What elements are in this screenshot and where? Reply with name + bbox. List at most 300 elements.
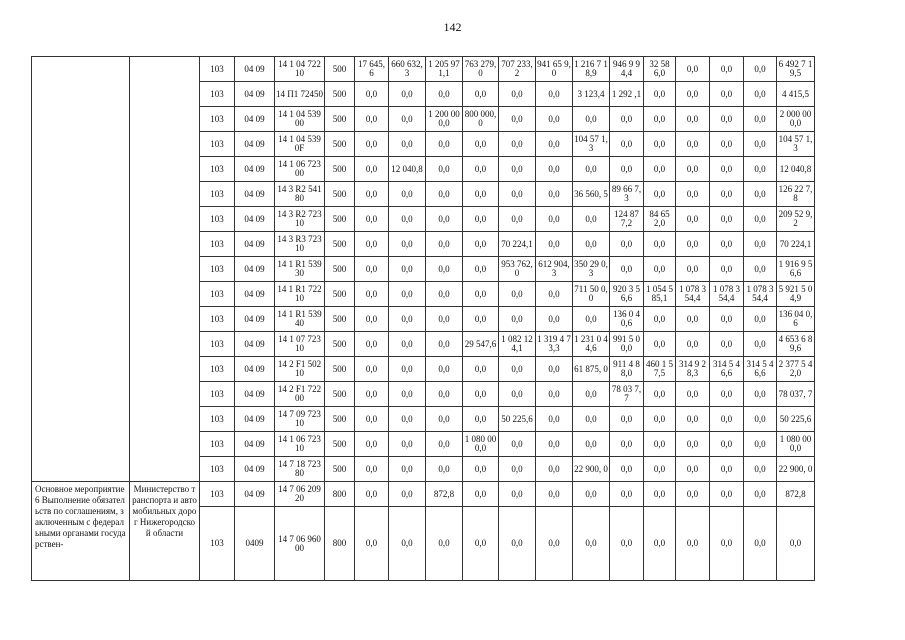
table-cell: 04 09 xyxy=(235,457,275,482)
table-cell: 0,0 xyxy=(710,307,744,332)
table-row xyxy=(32,57,815,82)
measure-description: Основное мероприятие 6 Выполнение обязательств по соглашениям, заключенным с федеральными органами государствен- xyxy=(32,482,130,581)
table-cell: 0,0 xyxy=(710,107,744,132)
table-cell: 17 645,6 xyxy=(355,57,389,82)
table-cell: 500 xyxy=(325,207,355,232)
table-cell: 0,0 xyxy=(676,107,710,132)
table-cell: 0,0 xyxy=(610,107,644,132)
table-cell: 0,0 xyxy=(644,82,676,107)
table-cell: 0,0 xyxy=(536,132,573,157)
table-cell: 0,0 xyxy=(389,207,426,232)
table-cell: 0,0 xyxy=(644,157,676,182)
table-cell: 0,0 xyxy=(389,182,426,207)
table-cell: 0,0 xyxy=(676,432,710,457)
table-cell: 0,0 xyxy=(499,157,536,182)
table-cell: 103 xyxy=(200,457,235,482)
table-cell: 1 082 124,1 xyxy=(499,332,536,357)
table-cell: 500 xyxy=(325,257,355,282)
table-cell: 50 225,6 xyxy=(777,407,815,432)
table-cell: 500 xyxy=(325,82,355,107)
table-cell: 103 xyxy=(200,357,235,382)
table-cell: 314 5 46,6 xyxy=(744,357,777,382)
table-cell: 0,0 xyxy=(644,432,676,457)
table-cell: 0,0 xyxy=(536,207,573,232)
table-cell: 0,0 xyxy=(536,157,573,182)
table-cell: 0,0 xyxy=(610,507,644,581)
table-cell: 103 xyxy=(200,132,235,157)
table-cell: 0,0 xyxy=(536,182,573,207)
table-cell: 0,0 xyxy=(573,482,610,507)
table-cell: 500 xyxy=(325,332,355,357)
table-cell: 0,0 xyxy=(610,432,644,457)
table-cell: 0,0 xyxy=(355,457,389,482)
table-cell: 14 1 R1 53940 xyxy=(275,307,325,332)
table-cell: 61 875, 0 xyxy=(573,357,610,382)
table-cell: 04 09 xyxy=(235,257,275,282)
table-cell: 0,0 xyxy=(426,457,463,482)
table-cell: 14 7 18 72380 xyxy=(275,457,325,482)
table-cell: 0,0 xyxy=(499,482,536,507)
table-cell: 0,0 xyxy=(536,82,573,107)
table-cell: 707 233,2 xyxy=(499,57,536,82)
table-cell: 0,0 xyxy=(744,57,777,82)
table-cell: 911 4 88,0 xyxy=(610,357,644,382)
table-cell: 0,0 xyxy=(676,207,710,232)
table-cell: 0,0 xyxy=(389,257,426,282)
table-cell: 84 65 2,0 xyxy=(644,207,676,232)
table-cell: 0,0 xyxy=(355,507,389,581)
table-cell: 0,0 xyxy=(389,307,426,332)
table-cell: 0,0 xyxy=(355,207,389,232)
table-cell: 0,0 xyxy=(536,432,573,457)
table-cell: 0,0 xyxy=(463,407,499,432)
table-cell: 103 xyxy=(200,257,235,282)
table-cell: 0,0 xyxy=(355,432,389,457)
table-cell: 103 xyxy=(200,207,235,232)
table-cell: 0,0 xyxy=(463,82,499,107)
table-cell: 0,0 xyxy=(573,107,610,132)
table-cell: 0,0 xyxy=(676,382,710,407)
table-cell: 0,0 xyxy=(426,132,463,157)
table-cell: 500 xyxy=(325,407,355,432)
table-cell: 0,0 xyxy=(676,407,710,432)
table-cell: 0,0 xyxy=(499,182,536,207)
table-cell: 103 xyxy=(200,282,235,307)
table-cell: 0,0 xyxy=(536,282,573,307)
table-cell: 0,0 xyxy=(644,332,676,357)
table-cell: 22 900, 0 xyxy=(573,457,610,482)
table-cell: 0,0 xyxy=(389,232,426,257)
table-cell: 0,0 xyxy=(426,407,463,432)
table-cell: 04 09 xyxy=(235,482,275,507)
table-cell: 0,0 xyxy=(744,132,777,157)
table-cell: 0,0 xyxy=(355,132,389,157)
table-cell: 0,0 xyxy=(744,482,777,507)
table-cell: 104 57 1,3 xyxy=(777,132,815,157)
table-cell: 0,0 xyxy=(426,207,463,232)
table-cell: 0,0 xyxy=(573,382,610,407)
table-cell: 14 2 F1 72200 xyxy=(275,382,325,407)
table-cell: 14 3 R2 54180 xyxy=(275,182,325,207)
table-cell: 0,0 xyxy=(676,157,710,182)
table-cell: 0,0 xyxy=(426,357,463,382)
table-cell: 800 xyxy=(325,507,355,581)
table-cell: 04 09 xyxy=(235,232,275,257)
table-cell: 0,0 xyxy=(710,407,744,432)
table-cell: 103 xyxy=(200,332,235,357)
table-cell: 0,0 xyxy=(463,357,499,382)
table-cell: 14 7 06 96000 xyxy=(275,507,325,581)
table-cell: 500 xyxy=(325,57,355,82)
table-cell: 103 xyxy=(200,507,235,581)
table-cell: 104 57 1,3 xyxy=(573,132,610,157)
table-cell: 0,0 xyxy=(426,82,463,107)
table-cell: 0,0 xyxy=(389,332,426,357)
table-cell: 0,0 xyxy=(644,482,676,507)
table-cell: 0,0 xyxy=(355,157,389,182)
table-cell: 04 09 xyxy=(235,132,275,157)
table-cell: 0,0 xyxy=(426,182,463,207)
table-cell: 946 9 94,4 xyxy=(610,57,644,82)
table-cell: 0,0 xyxy=(389,282,426,307)
table-cell: 800 xyxy=(325,482,355,507)
table-cell: 660 632,3 xyxy=(389,57,426,82)
table-cell: 1 205 971,1 xyxy=(426,57,463,82)
table-cell: 0,0 xyxy=(744,182,777,207)
table-cell: 0,0 xyxy=(355,257,389,282)
table-cell: 14 1 04 53900 xyxy=(275,107,325,132)
table-cell: 14 1 04 72210 xyxy=(275,57,325,82)
table-cell: 0,0 xyxy=(426,257,463,282)
executor-description: Министерство транспорта и автомобильных дорог Нижегородской области xyxy=(130,482,200,581)
table-cell: 14 2 F1 50210 xyxy=(275,357,325,382)
table-cell: 0,0 xyxy=(463,132,499,157)
table-cell: 3 123,4 xyxy=(573,82,610,107)
table-cell: 0,0 xyxy=(710,232,744,257)
table-cell: 04 09 xyxy=(235,382,275,407)
table-cell: 0,0 xyxy=(676,482,710,507)
table-cell: 4 415,5 xyxy=(777,82,815,107)
table-cell: 4 653 6 89,6 xyxy=(777,332,815,357)
table-cell: 0,0 xyxy=(710,432,744,457)
table-cell: 0,0 xyxy=(463,457,499,482)
table-cell: 0,0 xyxy=(744,432,777,457)
table-cell: 2 377 5 42,0 xyxy=(777,357,815,382)
table-cell: 0,0 xyxy=(644,232,676,257)
table-cell: 0,0 xyxy=(744,407,777,432)
table-cell: 0,0 xyxy=(744,107,777,132)
table-cell: 0,0 xyxy=(644,457,676,482)
table-cell: 1 200 000,0 xyxy=(426,107,463,132)
table-cell: 0,0 xyxy=(644,407,676,432)
table-cell: 14 3 R3 72310 xyxy=(275,232,325,257)
table-cell: 0,0 xyxy=(463,207,499,232)
table-cell: 0,0 xyxy=(499,82,536,107)
table-cell: 0,0 xyxy=(644,507,676,581)
table-cell: 0,0 xyxy=(710,57,744,82)
table-cell: 500 xyxy=(325,432,355,457)
table-cell: 0,0 xyxy=(610,132,644,157)
table-cell: 0,0 xyxy=(610,482,644,507)
table-cell: 0,0 xyxy=(499,382,536,407)
table-cell: 1 078 354,4 xyxy=(744,282,777,307)
table-cell: 500 xyxy=(325,157,355,182)
table-cell: 0,0 xyxy=(389,107,426,132)
table-cell: 0,0 xyxy=(463,382,499,407)
table-cell: 0,0 xyxy=(676,182,710,207)
table-cell: 14 7 09 72310 xyxy=(275,407,325,432)
table-cell: 0,0 xyxy=(536,307,573,332)
table-cell: 0,0 xyxy=(710,132,744,157)
table-cell: 0,0 xyxy=(355,382,389,407)
table-cell: 0,0 xyxy=(426,282,463,307)
table-cell: 14 7 06 20920 xyxy=(275,482,325,507)
table-cell: 0,0 xyxy=(389,132,426,157)
table-cell: 0,0 xyxy=(744,257,777,282)
table-cell: 0,0 xyxy=(777,507,815,581)
table-cell: 500 xyxy=(325,232,355,257)
table-cell: 0,0 xyxy=(463,307,499,332)
budget-table xyxy=(31,56,815,581)
table-cell: 0,0 xyxy=(389,432,426,457)
table-cell: 872,8 xyxy=(426,482,463,507)
table-cell: 0,0 xyxy=(355,82,389,107)
table-cell: 04 09 xyxy=(235,157,275,182)
table-cell: 0,0 xyxy=(710,82,744,107)
table-cell: 0,0 xyxy=(644,257,676,282)
table-cell: 0,0 xyxy=(744,82,777,107)
table-cell: 0,0 xyxy=(744,207,777,232)
table-cell: 36 560, 5 xyxy=(573,182,610,207)
table-cell: 1 080 000,0 xyxy=(463,432,499,457)
table-cell: 103 xyxy=(200,407,235,432)
table-cell: 0,0 xyxy=(710,482,744,507)
table-cell: 0,0 xyxy=(355,407,389,432)
table-cell: 920 3 56,6 xyxy=(610,282,644,307)
table-cell: 1 078 354,4 xyxy=(710,282,744,307)
table-cell: 6 492 7 19,5 xyxy=(777,57,815,82)
table-cell: 1 292 ,1 xyxy=(610,82,644,107)
table-cell: 0,0 xyxy=(463,482,499,507)
table-cell: 0,0 xyxy=(573,432,610,457)
table-cell: 103 xyxy=(200,157,235,182)
table-cell: 103 xyxy=(200,57,235,82)
table-cell: 872,8 xyxy=(777,482,815,507)
table-cell: 0,0 xyxy=(610,257,644,282)
table-cell: 0,0 xyxy=(536,482,573,507)
table-cell: 04 09 xyxy=(235,407,275,432)
table-cell: 0,0 xyxy=(463,157,499,182)
table-cell: 991 5 00,0 xyxy=(610,332,644,357)
table-cell: 500 xyxy=(325,282,355,307)
table-cell: 0,0 xyxy=(744,332,777,357)
table-cell: 0,0 xyxy=(389,382,426,407)
table-cell: 0409 xyxy=(235,507,275,581)
table-cell: 0,0 xyxy=(710,207,744,232)
table-cell: 0,0 xyxy=(389,407,426,432)
table-cell: 103 xyxy=(200,182,235,207)
table-cell: 0,0 xyxy=(744,232,777,257)
table-cell: 0,0 xyxy=(389,357,426,382)
table-cell: 0,0 xyxy=(355,307,389,332)
table-cell: 0,0 xyxy=(426,432,463,457)
table-cell: 0,0 xyxy=(676,232,710,257)
table-cell: 1 080 000,0 xyxy=(777,432,815,457)
empty-executor-cell xyxy=(130,57,200,482)
table-cell: 0,0 xyxy=(426,507,463,581)
table-cell: 14 1 R1 53930 xyxy=(275,257,325,282)
table-cell: 04 09 xyxy=(235,332,275,357)
table-cell: 0,0 xyxy=(744,307,777,332)
table-cell: 0,0 xyxy=(573,207,610,232)
table-row xyxy=(32,482,815,507)
table-cell: 2 000 000,0 xyxy=(777,107,815,132)
table-cell: 0,0 xyxy=(463,232,499,257)
table-cell: 78 03 7,7 xyxy=(610,382,644,407)
table-cell: 0,0 xyxy=(355,282,389,307)
table-cell: 500 xyxy=(325,132,355,157)
table-cell: 0,0 xyxy=(676,457,710,482)
table-cell: 04 09 xyxy=(235,182,275,207)
table-cell: 1 216 7 18,9 xyxy=(573,57,610,82)
table-cell: 0,0 xyxy=(499,432,536,457)
table-cell: 14 3 R2 72310 xyxy=(275,207,325,232)
table-cell: 314 5 46,6 xyxy=(710,357,744,382)
table-cell: 0,0 xyxy=(499,307,536,332)
table-cell: 0,0 xyxy=(573,232,610,257)
table-cell: 0,0 xyxy=(426,157,463,182)
table-cell: 500 xyxy=(325,107,355,132)
table-cell: 0,0 xyxy=(463,282,499,307)
table-cell: 500 xyxy=(325,307,355,332)
table-cell: 04 09 xyxy=(235,357,275,382)
table-cell: 0,0 xyxy=(355,332,389,357)
table-cell: 32 58 6,0 xyxy=(644,57,676,82)
table-cell: 0,0 xyxy=(463,182,499,207)
table-cell: 78 037, 7 xyxy=(777,382,815,407)
table-cell: 0,0 xyxy=(710,332,744,357)
table-cell: 0,0 xyxy=(573,307,610,332)
table-cell: 0,0 xyxy=(610,157,644,182)
table-cell: 04 09 xyxy=(235,307,275,332)
table-cell: 0,0 xyxy=(355,107,389,132)
table-cell: 460 1 57,5 xyxy=(644,357,676,382)
table-cell: 314 9 28,3 xyxy=(676,357,710,382)
table-cell: 04 09 xyxy=(235,107,275,132)
table-cell: 0,0 xyxy=(573,157,610,182)
empty-measure-cell xyxy=(32,57,130,482)
table-cell: 763 279,0 xyxy=(463,57,499,82)
table-cell: 0,0 xyxy=(499,507,536,581)
table-cell: 04 09 xyxy=(235,57,275,82)
table-cell: 0,0 xyxy=(644,107,676,132)
table-cell: 1 054 585,1 xyxy=(644,282,676,307)
table-cell: 209 52 9,2 xyxy=(777,207,815,232)
table-cell: 04 09 xyxy=(235,207,275,232)
table-cell: 0,0 xyxy=(744,507,777,581)
table-cell: 103 xyxy=(200,432,235,457)
table-cell: 14 1 06 72310 xyxy=(275,432,325,457)
table-cell: 0,0 xyxy=(389,507,426,581)
table-cell: 0,0 xyxy=(426,232,463,257)
table-cell: 103 xyxy=(200,382,235,407)
table-cell: 0,0 xyxy=(355,482,389,507)
table-cell: 126 22 7,8 xyxy=(777,182,815,207)
table-cell: 12 040,8 xyxy=(777,157,815,182)
table-cell: 0,0 xyxy=(499,107,536,132)
table-cell: 103 xyxy=(200,482,235,507)
table-cell: 136 0 40,6 xyxy=(610,307,644,332)
table-cell: 0,0 xyxy=(499,282,536,307)
table-cell: 0,0 xyxy=(676,132,710,157)
table-cell: 14 П1 72450 xyxy=(275,82,325,107)
table-cell: 5 921 5 04,9 xyxy=(777,282,815,307)
table-cell: 04 09 xyxy=(235,282,275,307)
table-cell: 953 762,0 xyxy=(499,257,536,282)
table-cell: 0,0 xyxy=(710,182,744,207)
table-cell: 0,0 xyxy=(536,407,573,432)
table-cell: 29 547,6 xyxy=(463,332,499,357)
table-cell: 0,0 xyxy=(536,107,573,132)
table-cell: 0,0 xyxy=(676,82,710,107)
table-cell: 0,0 xyxy=(536,382,573,407)
table-cell: 350 29 0,3 xyxy=(573,257,610,282)
table-cell: 0,0 xyxy=(463,257,499,282)
table-cell: 0,0 xyxy=(355,357,389,382)
table-cell: 0,0 xyxy=(644,307,676,332)
table-cell: 103 xyxy=(200,232,235,257)
table-cell: 0,0 xyxy=(676,507,710,581)
table-cell: 0,0 xyxy=(426,332,463,357)
table-cell: 0,0 xyxy=(463,507,499,581)
table-cell: 500 xyxy=(325,382,355,407)
table-cell: 0,0 xyxy=(389,482,426,507)
table-cell: 14 1 07 72310 xyxy=(275,332,325,357)
table-cell: 0,0 xyxy=(499,457,536,482)
table-cell: 70 224,1 xyxy=(499,232,536,257)
table-cell: 136 04 0,6 xyxy=(777,307,815,332)
table-cell: 0,0 xyxy=(676,57,710,82)
table-cell: 103 xyxy=(200,82,235,107)
table-cell: 0,0 xyxy=(744,457,777,482)
table-cell: 0,0 xyxy=(610,457,644,482)
table-cell: 1 916 9 56,6 xyxy=(777,257,815,282)
table-cell: 89 66 7,3 xyxy=(610,182,644,207)
table-cell: 500 xyxy=(325,182,355,207)
table-cell: 14 1 R1 72210 xyxy=(275,282,325,307)
table-cell: 0,0 xyxy=(573,507,610,581)
table-cell: 500 xyxy=(325,457,355,482)
table-cell: 612 904,3 xyxy=(536,257,573,282)
table-cell: 0,0 xyxy=(744,382,777,407)
table-cell: 0,0 xyxy=(536,457,573,482)
table-cell: 12 040,8 xyxy=(389,157,426,182)
table-cell: 711 50 0,0 xyxy=(573,282,610,307)
table-cell: 0,0 xyxy=(536,232,573,257)
table-cell: 14 1 06 72300 xyxy=(275,157,325,182)
table-cell: 0,0 xyxy=(644,182,676,207)
table-cell: 0,0 xyxy=(536,357,573,382)
table-cell: 04 09 xyxy=(235,432,275,457)
table-cell: 0,0 xyxy=(710,507,744,581)
table-cell: 0,0 xyxy=(426,382,463,407)
table-cell: 1 231 0 44,6 xyxy=(573,332,610,357)
table-cell: 124 877,2 xyxy=(610,207,644,232)
table-cell: 0,0 xyxy=(710,457,744,482)
table-cell: 0,0 xyxy=(676,332,710,357)
table-cell: 0,0 xyxy=(644,382,676,407)
table-cell: 0,0 xyxy=(710,382,744,407)
